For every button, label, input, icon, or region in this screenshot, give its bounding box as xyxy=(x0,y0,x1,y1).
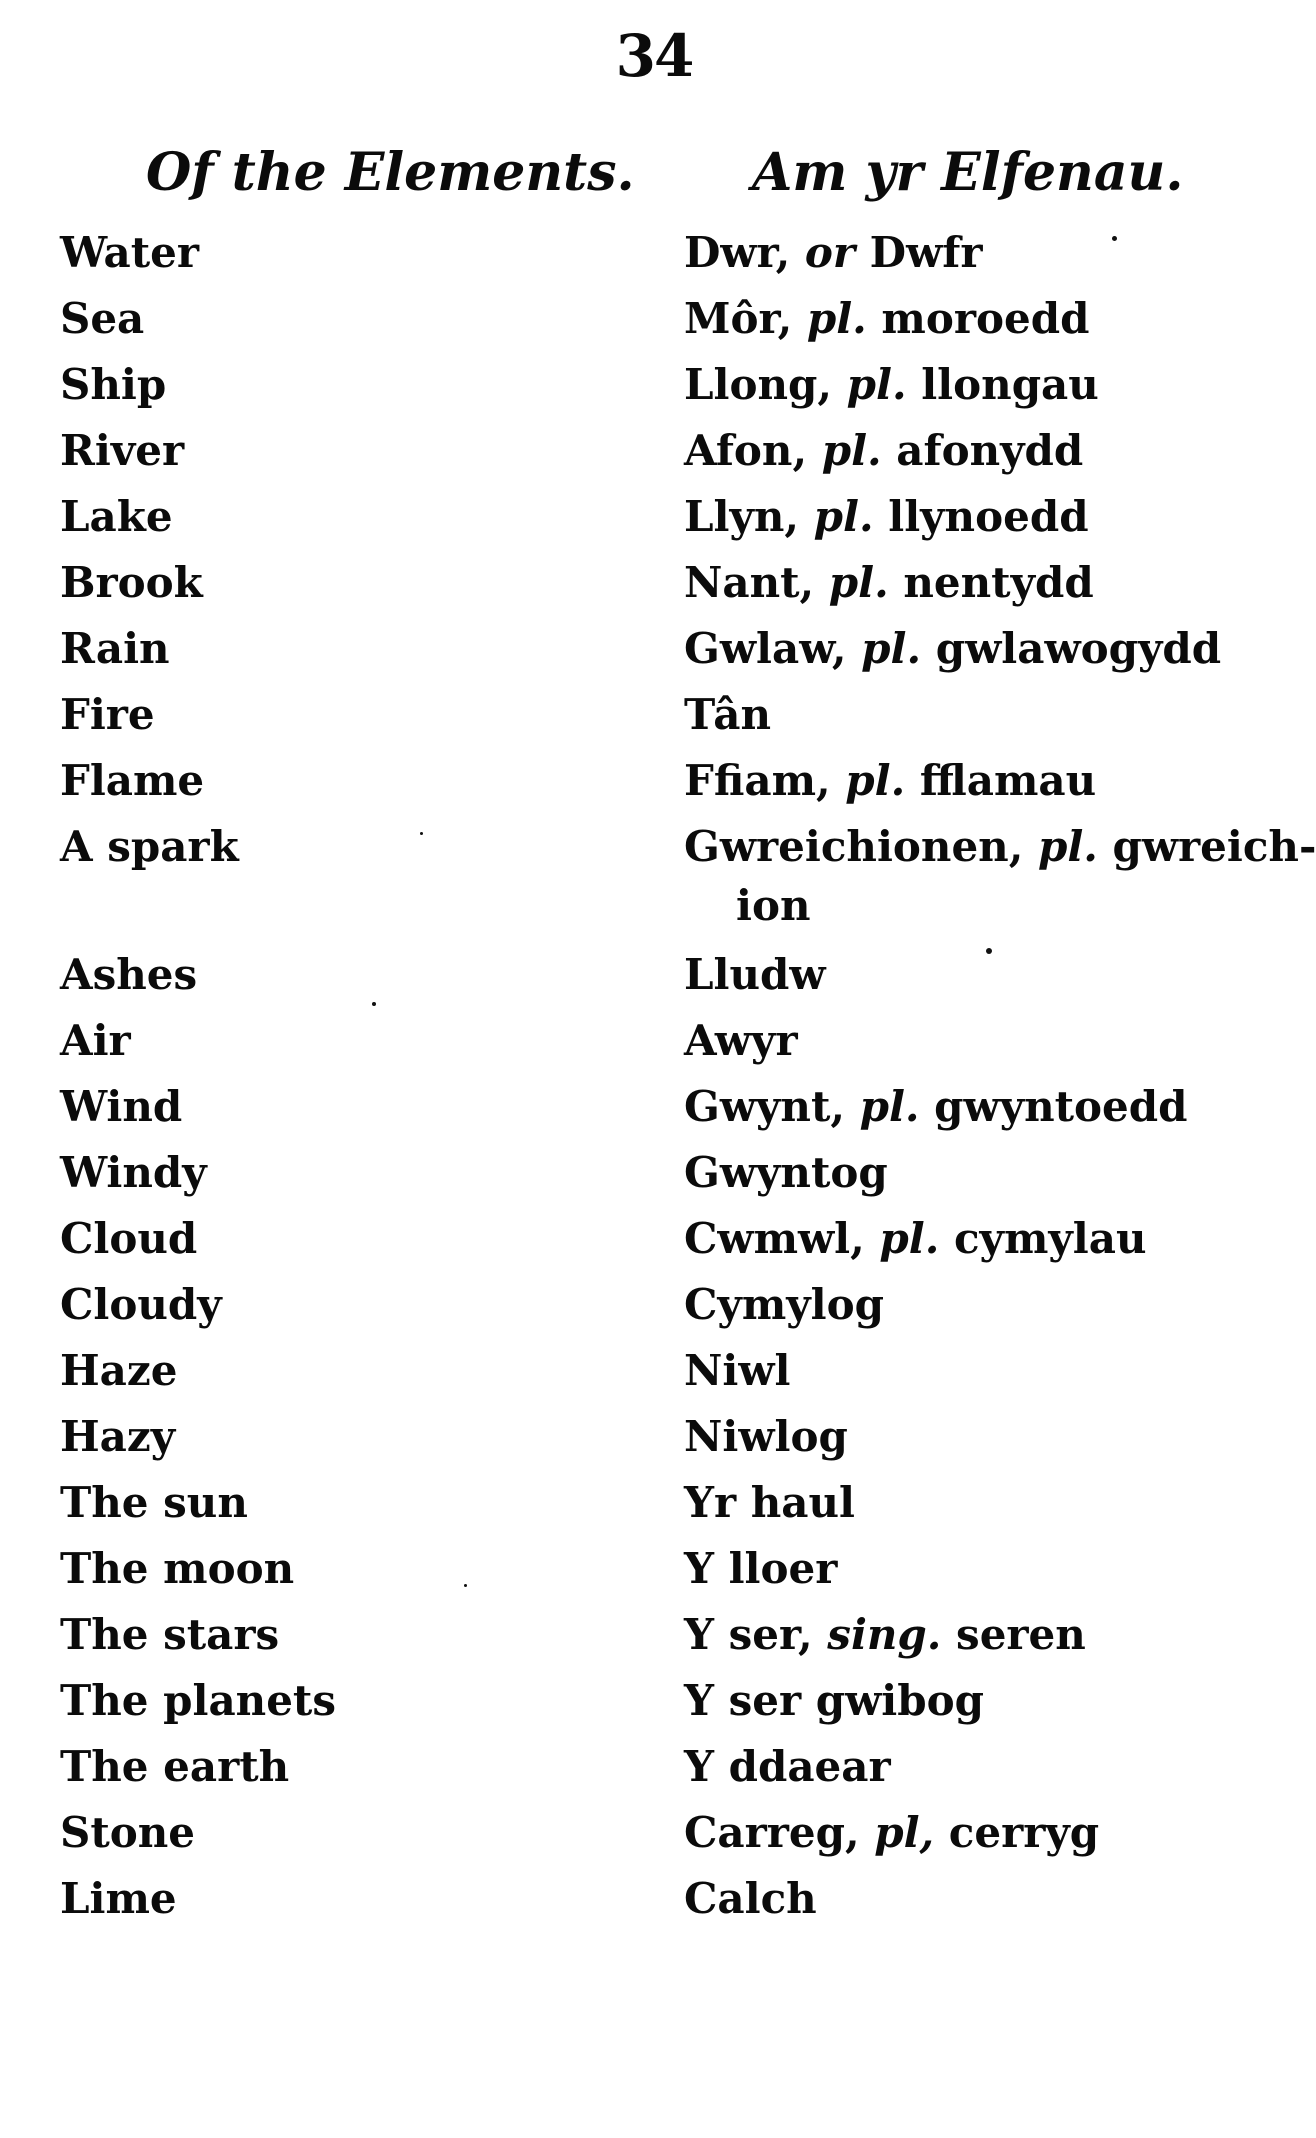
welsh-term xyxy=(684,1412,1274,1461)
grammar-abbreviation: sing. xyxy=(827,1610,942,1659)
welsh-text: Y ser, xyxy=(684,1610,828,1659)
grammar-abbreviation: pl, xyxy=(874,1808,935,1857)
english-term: The moon xyxy=(60,1544,295,1593)
welsh-term xyxy=(684,1016,1274,1065)
vocab-row xyxy=(0,1276,1284,1342)
welsh-text: Gwlaw, xyxy=(684,624,862,673)
grammar-abbreviation: pl. xyxy=(879,1214,940,1263)
welsh-text: Niwl xyxy=(684,1346,791,1395)
ink-speck xyxy=(420,832,423,835)
welsh-text: Y ddaear xyxy=(684,1742,891,1791)
vocab-row xyxy=(0,752,1284,818)
english-term: Air xyxy=(60,1016,131,1065)
welsh-term xyxy=(684,1346,1274,1395)
welsh-term xyxy=(684,1610,1274,1659)
grammar-abbreviation: pl. xyxy=(813,492,874,541)
welsh-text: llynoedd xyxy=(873,492,1089,541)
grammar-abbreviation: pl. xyxy=(1037,822,1098,871)
english-term: The stars xyxy=(60,1610,280,1659)
welsh-term xyxy=(684,690,1274,739)
english-term: Water xyxy=(60,228,199,277)
english-term: The earth xyxy=(60,1742,290,1791)
english-term: Haze xyxy=(60,1346,178,1395)
welsh-text: Yr haul xyxy=(684,1478,855,1527)
welsh-text: Gwreichionen, xyxy=(684,822,1038,871)
grammar-abbreviation: pl. xyxy=(861,624,922,673)
english-term: The planets xyxy=(60,1676,336,1725)
english-term: Wind xyxy=(60,1082,183,1131)
grammar-abbreviation: or xyxy=(804,228,856,277)
vocab-row xyxy=(0,290,1284,356)
welsh-text: cerryg xyxy=(934,1808,1100,1857)
welsh-column-heading: Am yr Elfenau. xyxy=(752,142,1184,203)
welsh-term xyxy=(684,1082,1274,1131)
welsh-text: gwlawogydd xyxy=(921,624,1222,673)
welsh-term xyxy=(684,1478,1274,1527)
welsh-text: Calch xyxy=(684,1874,817,1923)
welsh-term xyxy=(684,1742,1274,1791)
welsh-term xyxy=(684,1544,1274,1593)
welsh-term xyxy=(684,492,1274,541)
english-term: Sea xyxy=(60,294,145,343)
english-term: Flame xyxy=(60,756,205,805)
ink-speck xyxy=(464,1584,467,1587)
welsh-term xyxy=(684,756,1274,805)
vocab-row xyxy=(0,1144,1284,1210)
vocab-row xyxy=(0,1078,1284,1144)
welsh-text: Gwyntog xyxy=(684,1148,888,1197)
welsh-text: Tân xyxy=(684,690,772,739)
welsh-term xyxy=(684,360,1274,409)
english-term: Rain xyxy=(60,624,170,673)
welsh-text: afonydd xyxy=(881,426,1084,475)
vocab-row xyxy=(0,946,1284,1012)
english-term: Ashes xyxy=(60,950,198,999)
english-term: Brook xyxy=(60,558,203,607)
ink-speck xyxy=(372,1002,376,1006)
vocab-row xyxy=(0,1672,1284,1738)
welsh-text: moroedd xyxy=(866,294,1090,343)
welsh-term xyxy=(684,1808,1274,1857)
welsh-term xyxy=(684,228,1274,277)
vocab-row xyxy=(0,488,1284,554)
english-term: Hazy xyxy=(60,1412,176,1461)
vocab-row xyxy=(0,224,1284,290)
page-number: 34 xyxy=(615,22,693,90)
welsh-text: cymylau xyxy=(939,1214,1147,1263)
grammar-abbreviation: pl. xyxy=(845,756,906,805)
english-term: Windy xyxy=(60,1148,207,1197)
welsh-text: gwreich- xyxy=(1097,822,1316,871)
welsh-term xyxy=(684,1676,1274,1725)
vocab-row xyxy=(0,1210,1284,1276)
welsh-text: Gwynt, xyxy=(684,1082,860,1131)
welsh-term xyxy=(684,294,1274,343)
english-term: Lime xyxy=(60,1874,177,1923)
welsh-text: Dwr, xyxy=(684,228,805,277)
welsh-text: Llong, xyxy=(684,360,847,409)
english-term: Cloudy xyxy=(60,1280,222,1329)
welsh-text: Cwmwl, xyxy=(684,1214,880,1263)
welsh-text: Môr, xyxy=(684,294,807,343)
welsh-term xyxy=(684,950,1274,999)
welsh-term xyxy=(684,624,1274,673)
ink-speck xyxy=(1112,236,1117,241)
vocab-row xyxy=(0,1012,1284,1078)
welsh-text: gwyntoedd xyxy=(919,1082,1188,1131)
welsh-text: Y ser gwibog xyxy=(684,1676,984,1725)
welsh-text: Dwfr xyxy=(855,228,983,277)
welsh-text: Afon, xyxy=(684,426,822,475)
welsh-text: Niwlog xyxy=(684,1412,848,1461)
ink-speck xyxy=(986,948,992,954)
grammar-abbreviation: pl. xyxy=(806,294,867,343)
english-term: River xyxy=(60,426,185,475)
english-term: A spark xyxy=(60,822,239,871)
grammar-abbreviation: pl. xyxy=(859,1082,920,1131)
welsh-text: fflamau xyxy=(905,756,1097,805)
welsh-term xyxy=(684,1280,1274,1329)
welsh-text: llongau xyxy=(906,360,1099,409)
vocab-row xyxy=(0,1540,1284,1606)
vocab-row xyxy=(0,1804,1284,1870)
vocab-row xyxy=(0,1606,1284,1672)
vocab-row xyxy=(0,422,1284,488)
welsh-text: Llyn, xyxy=(684,492,814,541)
welsh-term xyxy=(684,426,1274,475)
vocab-row xyxy=(0,1738,1284,1804)
english-term: Cloud xyxy=(60,1214,198,1263)
english-term: Lake xyxy=(60,492,173,541)
welsh-text: Awyr xyxy=(684,1016,798,1065)
vocab-row xyxy=(0,686,1284,752)
vocab-row xyxy=(0,1474,1284,1540)
english-term: Fire xyxy=(60,690,155,739)
english-term: Ship xyxy=(60,360,167,409)
welsh-text: Cymylog xyxy=(684,1280,885,1329)
welsh-term xyxy=(684,558,1274,607)
vocabulary-list xyxy=(0,224,1316,1936)
vocab-row xyxy=(0,356,1284,422)
vocab-row xyxy=(0,620,1284,686)
welsh-text: Y lloer xyxy=(684,1544,838,1593)
english-term: The sun xyxy=(60,1478,248,1527)
grammar-abbreviation: pl. xyxy=(828,558,889,607)
english-term: Stone xyxy=(60,1808,196,1857)
welsh-term xyxy=(684,1214,1274,1263)
vocab-row xyxy=(0,554,1284,620)
welsh-term-continuation: ion xyxy=(736,881,811,930)
welsh-term xyxy=(684,822,1316,930)
welsh-text: Carreg, xyxy=(684,1808,875,1857)
welsh-text: nentydd xyxy=(888,558,1094,607)
welsh-text: Nant, xyxy=(684,558,829,607)
welsh-text: Ffiam, xyxy=(684,756,846,805)
welsh-text: seren xyxy=(941,1610,1086,1659)
vocab-row xyxy=(0,1870,1284,1936)
welsh-term xyxy=(684,1148,1274,1197)
vocab-row xyxy=(0,818,1316,946)
vocab-row xyxy=(0,1408,1284,1474)
welsh-term xyxy=(684,1874,1274,1923)
welsh-text: Lludw xyxy=(684,950,826,999)
grammar-abbreviation: pl. xyxy=(846,360,907,409)
english-column-heading: Of the Elements. xyxy=(146,142,635,203)
vocab-row xyxy=(0,1342,1284,1408)
grammar-abbreviation: pl. xyxy=(821,426,882,475)
